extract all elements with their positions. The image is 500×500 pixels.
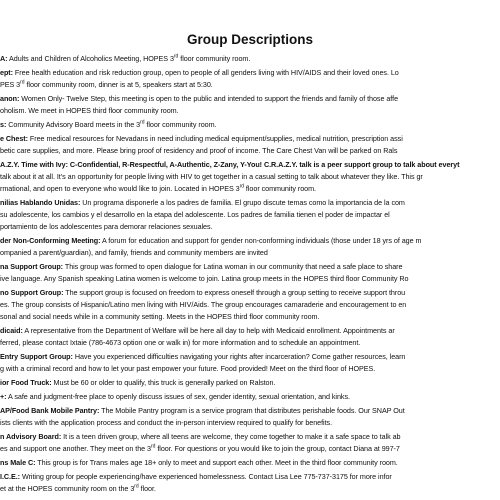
group-entry [0, 431, 500, 455]
ordinal-suffix: rd [20, 79, 25, 86]
description-text: ive language. Any Spanish speaking Latina women is welcome to join. Latina group meets in the HOPES third floor Community Ro [0, 274, 409, 283]
group-name: e Chest: [0, 134, 28, 143]
group-entry [0, 133, 500, 157]
description-text: Free medical resources for Nevadans in need including medical equipment/supplies, medical nutrition, prescription assi [27, 134, 403, 143]
group-entry [0, 457, 500, 469]
group-name: AP/Food Bank Mobile Pantry: [0, 406, 100, 415]
description-text: sonal and social needs while in a community setting. Meets in the HOPES third floor community room. [0, 312, 320, 321]
group-name: no Support Group: [0, 288, 64, 297]
entry-line [0, 325, 500, 337]
entry-line [0, 287, 500, 299]
group-entry [0, 53, 500, 65]
entry-line [0, 67, 500, 79]
entry-line [0, 405, 500, 417]
description-text: Un programa disponerle a los padres de familia. El grupo discute temas como la importancia de la com [80, 198, 405, 207]
group-name: n Advisory Board: [0, 432, 62, 441]
group-name: der Non-Conforming Meeting: [0, 236, 101, 245]
description-text: Writing group for people experiencing/have experienced homelessness. Contact Lisa Lee 775-737-3175 for more infor [20, 472, 392, 481]
group-name: Entry Support Group: [0, 352, 73, 361]
description-text: floor. For questions or you would like to join the group, contact Diana at 997-7 [155, 444, 400, 453]
group-descriptions-list [0, 53, 500, 497]
entry-line [0, 119, 500, 131]
description-text: et at the HOPES community room on the 3 [0, 484, 135, 493]
group-name: ept: [0, 68, 13, 77]
description-text: rmational, and open to everyone who would like to join. Located in HOPES 3 [0, 184, 240, 193]
entry-line [0, 483, 500, 495]
description-text: A forum for education and support for gender non-conforming individuals (those under 18 yrs of age m [100, 236, 422, 245]
group-name: I.C.E.: [0, 472, 21, 481]
entry-line [0, 311, 500, 323]
group-entry [0, 377, 500, 389]
description-text: Must be 60 or older to qualify, this truck is generally parked on Ralston. [51, 378, 276, 387]
entry-line [0, 209, 500, 221]
description-text: A safe and judgment-free place to openly discuss issues of sex, gender identity, sexual orientation, and kinks. [6, 392, 350, 401]
group-entry [0, 67, 500, 91]
description-text: Women Only- Twelve Step, this meeting is open to the public and intended to support the friends and family of those affe [19, 94, 399, 103]
description-text: This group is for Trans males age 18+ only to meet and support each other. Meet in the third floor community room. [35, 458, 398, 467]
entry-line [0, 79, 500, 91]
entry-line [0, 299, 500, 311]
entry-line [0, 221, 500, 233]
description-text: This group was formed to open dialogue for Latina woman in our community that need a safe place to share [63, 262, 403, 271]
entry-line [0, 431, 500, 443]
ordinal-suffix: rd [140, 119, 145, 126]
description-text: Community Advisory Board meets in the 3 [6, 120, 141, 129]
entry-line [0, 363, 500, 375]
description-text: talk about it at all. It’s an opportunity for people living with HIV to get together in a casual setting to talk about whatever they like. This gr [0, 172, 423, 181]
description-text: floor. [138, 484, 156, 493]
description-text: floor community room. [178, 54, 251, 63]
entry-line [0, 273, 500, 285]
page-title: Group Descriptions [186, 32, 313, 47]
description-text: ists clients with the application process and conduct the in-person interview required to qualify for benefits. [0, 418, 333, 427]
entry-line [0, 337, 500, 349]
entry-line [0, 105, 500, 117]
description-text: Free health education and risk reduction group, open to people of all genders living with HIV/AIDS and their loved ones. Lo [12, 68, 399, 77]
group-name: dicaid: [0, 326, 23, 335]
group-entry [0, 325, 500, 349]
description-text: ferred, please contact Ixtaie (786-4673 option one or walk in) for more information and to schedule an appointment. [0, 338, 361, 347]
description-text: A representative from the Department of Welfare will be here all day to help with Medicaid enrollment. Appointments ar [22, 326, 395, 335]
description-text: floor community room. [243, 184, 316, 193]
description-text: su adolescente, los cambios y el desarrollo en la etapa del adolescente. Los padres de familia tienen el poder de impactar el [0, 210, 390, 219]
entry-line [0, 443, 500, 455]
entry-line [0, 93, 500, 105]
group-name: A.Z.Y. Time with Ivy: C-Confidential, R-Respectful, A-Authentic, Z-Zany, Y-You! C.R.A.Z.Y. talk is a peer support group to talk about everyt [0, 160, 460, 169]
entry-line [0, 471, 500, 483]
entry-line [0, 247, 500, 259]
group-entry [0, 197, 500, 233]
description-text: floor community room. [144, 120, 217, 129]
description-text: floor community room, dinner is at 5, speakers start at 5:30. [24, 80, 213, 89]
group-entry [0, 261, 500, 285]
entry-line [0, 351, 500, 363]
group-entry [0, 235, 500, 259]
group-entry [0, 119, 500, 131]
description-text: betic care supplies, and more. Please bring proof of residency and proof of income. The Care Chest Van will be parked on Rals [0, 146, 398, 155]
entry-line [0, 183, 500, 195]
ordinal-suffix: rd [239, 183, 244, 190]
description-text: PES 3 [0, 80, 21, 89]
description-text: It is a teen driven group, where all teens are welcome, they come together to make it a safe space to talk ab [61, 432, 401, 441]
group-entry [0, 287, 500, 323]
entry-line [0, 261, 500, 273]
description-text: oholism. We meet in HOPES third floor community room. [0, 106, 179, 115]
group-entry [0, 405, 500, 429]
entry-line [0, 235, 500, 247]
entry-line [0, 457, 500, 469]
group-name: +: [0, 392, 7, 401]
description-text: Adults and Children of Alcoholics Meeting, HOPES 3 [7, 54, 174, 63]
group-name: ns Male C: [0, 458, 36, 467]
ordinal-suffix: rd [134, 483, 139, 490]
description-text: es. The group consists of Hispanic/Latino men living with HIV/Aids. The group encourages camaraderie and encouragement to en [0, 300, 407, 309]
description-text: ompanied a parent/guardian), and family, friends and community members are invited [0, 248, 268, 257]
entry-line [0, 133, 500, 145]
description-text: The Mobile Pantry program is a service program that distributes perishable foods. Our SNAP Out [99, 406, 405, 415]
ordinal-suffix: rd [151, 443, 156, 450]
group-name: na Support Group: [0, 262, 64, 271]
entry-line [0, 197, 500, 209]
entry-line [0, 53, 500, 65]
description-text: The support group is focused on freedom to express oneself through a group setting to receive support throu [63, 288, 406, 297]
entry-line [0, 417, 500, 429]
group-name: s: [0, 120, 7, 129]
entry-line [0, 171, 500, 183]
group-entry [0, 351, 500, 375]
description-text: g with a criminal record and how to let your past empower your future. Food provided! Meet on the third floor of HOPES. [0, 364, 376, 373]
ordinal-suffix: rd [173, 53, 179, 60]
group-entry [0, 93, 500, 117]
group-entry [0, 159, 500, 195]
group-name: nilias Hablando Unidas: [0, 198, 81, 207]
group-entry [0, 391, 500, 403]
description-text: portamiento de los adolescentes para demorar relaciones sexuales. [0, 222, 213, 231]
description-text: es and support one another. They meet on the 3 [0, 444, 152, 453]
group-name: anon: [0, 94, 20, 103]
entry-line [0, 391, 500, 403]
group-entry [0, 471, 500, 495]
entry-line [0, 377, 500, 389]
entry-line [0, 159, 500, 171]
group-name: ior Food Truck: [0, 378, 52, 387]
entry-line [0, 145, 500, 157]
description-text: Have you experienced difficulties navigating your rights after incarceration? Come gather resources, learn [72, 352, 406, 361]
group-name: A: [0, 54, 8, 63]
